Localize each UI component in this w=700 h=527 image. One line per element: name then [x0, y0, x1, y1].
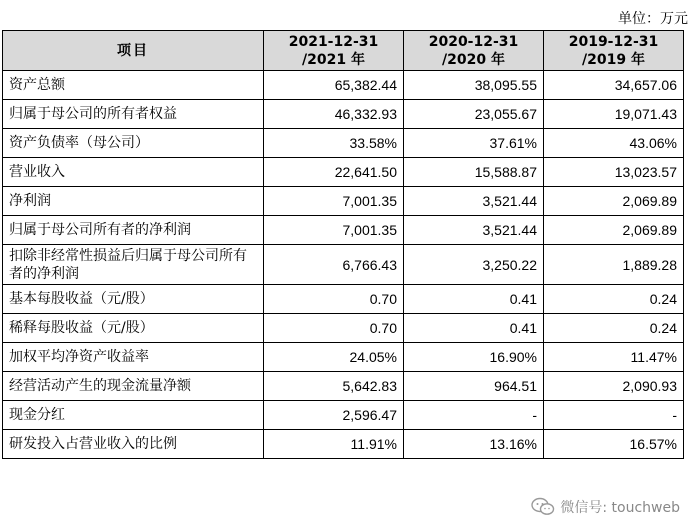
cell-value: 2,069.89 [544, 216, 684, 245]
table-row [3, 401, 684, 430]
row-label: 经营活动产生的现金流量净额 [3, 372, 264, 401]
table-row [3, 343, 684, 372]
row-label: 研发投入占营业收入的比例 [3, 430, 264, 459]
header-date: 2020-12-31 [428, 33, 519, 50]
cell-value: 0.41 [404, 314, 544, 343]
table-row [3, 245, 684, 285]
table-row [3, 129, 684, 158]
watermark [531, 497, 680, 517]
cell-value: 3,250.22 [404, 245, 544, 285]
row-label: 资产总额 [3, 71, 264, 100]
cell-value: 2,596.47 [264, 401, 404, 430]
watermark-text: 微信号: touchweb [560, 500, 680, 516]
cell-value: 0.70 [264, 314, 404, 343]
row-label: 现金分红 [3, 401, 264, 430]
financial-table [2, 30, 684, 459]
row-label: 基本每股收益（元/股） [3, 285, 264, 314]
cell-value: 0.70 [264, 285, 404, 314]
cell-value: 2,069.89 [544, 187, 684, 216]
cell-value: 1,889.28 [544, 245, 684, 285]
table-row [3, 285, 684, 314]
table-row [3, 372, 684, 401]
cell-value: 11.91% [264, 430, 404, 459]
table-header-row [3, 31, 684, 71]
cell-value: 37.61% [404, 129, 544, 158]
cell-value: 7,001.35 [264, 216, 404, 245]
cell-value: 33.58% [264, 129, 404, 158]
header-year: /2019 年 [582, 51, 645, 68]
cell-value: 5,642.83 [264, 372, 404, 401]
cell-value: 964.51 [404, 372, 544, 401]
header-year: /2021 年 [302, 51, 365, 68]
table-row [3, 187, 684, 216]
cell-value: 0.24 [544, 314, 684, 343]
cell-value: 7,001.35 [264, 187, 404, 216]
header-item: 项目 [3, 31, 264, 71]
row-label: 扣除非经常性损益后归属于母公司所有者的净利润 [3, 245, 264, 285]
cell-value: 43.06% [544, 129, 684, 158]
row-label: 净利润 [3, 187, 264, 216]
header-period-2021 [264, 31, 404, 71]
table-row [3, 71, 684, 100]
table-row [3, 100, 684, 129]
cell-value: - [544, 401, 684, 430]
cell-value: 16.57% [544, 430, 684, 459]
wechat-icon [531, 497, 555, 517]
cell-value: 13,023.57 [544, 158, 684, 187]
cell-value: 15,588.87 [404, 158, 544, 187]
header-date: 2019-12-31 [568, 33, 659, 50]
table-row [3, 314, 684, 343]
cell-value: 6,766.43 [264, 245, 404, 285]
header-year: /2020 年 [442, 51, 505, 68]
header-date: 2021-12-31 [288, 33, 379, 50]
cell-value: 3,521.44 [404, 216, 544, 245]
cell-value: 16.90% [404, 343, 544, 372]
cell-value: 13.16% [404, 430, 544, 459]
cell-value: 22,641.50 [264, 158, 404, 187]
row-label: 稀释每股收益（元/股） [3, 314, 264, 343]
cell-value: 19,071.43 [544, 100, 684, 129]
cell-value: 24.05% [264, 343, 404, 372]
cell-value: 0.41 [404, 285, 544, 314]
unit-label: 单位：万元 [618, 11, 688, 27]
row-label: 营业收入 [3, 158, 264, 187]
cell-value: 11.47% [544, 343, 684, 372]
table-row [3, 430, 684, 459]
cell-value: 2,090.93 [544, 372, 684, 401]
table-row [3, 216, 684, 245]
table-row [3, 158, 684, 187]
cell-value: 3,521.44 [404, 187, 544, 216]
cell-value: 38,095.55 [404, 71, 544, 100]
row-label: 加权平均净资产收益率 [3, 343, 264, 372]
row-label: 归属于母公司的所有者权益 [3, 100, 264, 129]
header-period-2019 [544, 31, 684, 71]
cell-value: 23,055.67 [404, 100, 544, 129]
cell-value: 46,332.93 [264, 100, 404, 129]
cell-value: - [404, 401, 544, 430]
cell-value: 34,657.06 [544, 71, 684, 100]
cell-value: 0.24 [544, 285, 684, 314]
cell-value: 65,382.44 [264, 71, 404, 100]
header-period-2020 [404, 31, 544, 71]
row-label: 归属于母公司所有者的净利润 [3, 216, 264, 245]
row-label: 资产负债率（母公司） [3, 129, 264, 158]
